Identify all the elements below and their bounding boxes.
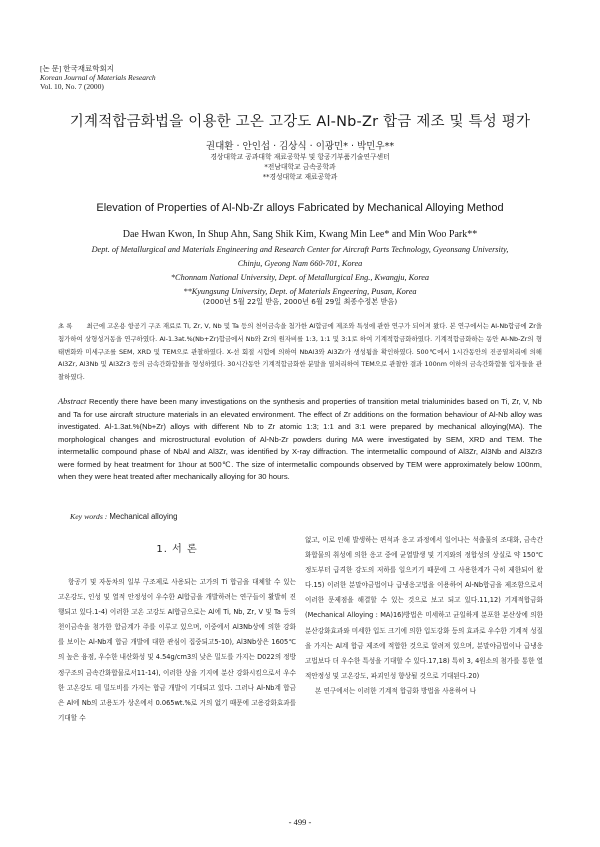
journal-header [40, 64, 340, 91]
korean-abstract [58, 320, 542, 384]
body-column-right [305, 533, 543, 699]
english-affiliation: Dept. of Metallurgical and Materials Engineering and Research Center for Aircraft Parts Technology, Gyeonsang University, [91, 245, 509, 254]
korean-title: 기계적합금화법을 이용한 고온 고강도 Al-Nb-Zr 합금 제조 및 특성 평가 [69, 114, 531, 130]
english-title: Elevation of Properties of Al-Nb-Zr alloys Fabricated by Mechanical Alloying Method [96, 202, 504, 214]
body-paragraph: 항공기 및 자동차의 일부 구조제로 사용되는 고가의 Ti 합금을 대체할 수 있는 고온강도, 인성 및 열적 안정성이 우수한 Al합금을 개발하려는 연구들이 활발히 진행되고 있다.1-4) 이러한 고온 고강도 Al합금으로는 Al에 Ti, Nb, Zr, V 및 Ta 등의 천이금속을 첨가한 합금계가 주를 이루고 있으며, 이중에서 Al3Nb상에 의한 강화를 보이는 Al-Nb계 합금 개발에 대한 관심이 집중되고5-10), Al3Nb상은 1605℃의 높은 융점, 우수한 내산화성 및 4.54g/cm3의 낮은 밀도를 가지는 D022의 정방정구조의 금속간화합물로서11-14), 이러한 상을 기지에 분산 강화시킴으로서 우수한 고온강도 데 밀도비를 가지는 합금 개발이 기대되고 있다. 그러나 Al-Nb계 합금은 Al에 Nb의 고용도가 상온에서 0.065wt.%로 거의 없기 때문에 고용강화효과를 기대할 수 [58, 578, 296, 722]
body-paragraph: 본 연구에서는 이러한 기계적 합금화 방법을 사용하여 나 [315, 686, 477, 695]
keywords [70, 512, 177, 521]
english-affiliation: *Chonnam National University, Dept. of Metallurgical Eng., Kwangju, Korea [170, 273, 430, 282]
english-affiliation: Chinju, Gyeong Nam 660-701, Korea [237, 259, 363, 268]
section-heading: 1. 서 론 [156, 544, 198, 555]
received-dates: (2000년 5월 22일 받음, 2000년 6월 29일 최종수정본 받음) [202, 297, 398, 306]
english-affiliation: **Kyungsung University, Dept. of Materials Engeering, Pusan, Korea [183, 287, 417, 296]
body-column-left [58, 575, 296, 726]
korean-affiliation: *전남대학교 금속공학과 [264, 163, 336, 171]
korean-abstract-text: 최근에 고온용 항공기 구조 재료로 Ti, Zr, V, Nb 및 Ta 등의 천이금속을 첨가한 Al합금에 제조와 특성에 관한 연구가 되어져 왔다. 본 연구에서는 Al-Nb합금에 Zr을 첨가하여 상형성거동을 연구하였다. Al-1.3at.%(Nb+Zr)합금에서 Nb와 Zr의 원자비를 1:3, 1:1 및 3:1로 하여 기계적합금화하였다. 기계적합금화하는 동안 Al-Nb-Zr의 형태변화와 미세구조를 SEM, XRD 및 TEM으로 관찰하였다. X-선 회절 시험에 의하여 NbAl3와 Al3Zr가 생성됨을 확인하였다. 500℃에서 1시간동안의 진공열처리에 의해 Al3Zr, Al3Nb 및 Al3Zr3 등의 금속간화합물을 형성하였다. 30시간동안 기계적합금화한 분말을 열처리하여 TEM으로 관찰한 결과 100nm 이하의 금속간화합물 입자들을 관찰하였다. [58, 322, 542, 382]
english-abstract [58, 396, 542, 484]
journal-category: [논 문] 한국재료학회지 [40, 64, 114, 73]
korean-abstract-label: 초 록 [58, 322, 73, 330]
page-number: - 499 - [288, 817, 312, 827]
english-authors: Dae Hwan Kwon, In Shup Ahn, Sang Shik Kim, Kwang Min Lee* and Min Woo Park** [122, 229, 478, 240]
korean-affiliation: **경성대학교 재료공학과 [262, 173, 338, 181]
english-affiliations [0, 243, 600, 299]
journal-name: Korean Journal of Materials Research [40, 73, 156, 82]
korean-affiliations [0, 152, 600, 182]
keywords-value: Mechanical alloying [109, 512, 178, 521]
keywords-label: Key words : [70, 512, 108, 521]
korean-authors: 권대환 · 안인섭 · 김상식 · 이광민* · 박민우** [205, 141, 395, 152]
english-abstract-label: Abstract [58, 397, 87, 406]
journal-volume: Vol. 10, No. 7 (2000) [40, 82, 104, 91]
english-abstract-text: Recently there have been many investigations on the synthesis and properties of transition metal trialuminides based on Ti, Zr, V, Nb and Ta for use aircraft structure materials in an elevated environment. The effect of Zr additions on the formation behaviour of Al-Nb alloy was investigated. Al-1.3at.%(Nb+Zr) alloys with different Nb to Zr atomic 1:3; 1:1 and 3:1 were prepared by mechanical alloying(MA). The morphological changes and microstructural evolution of Al-Nb-Zr powders during MA were investigated by SEM, XRD and TEM. The intermetallic compound phase of NbAl and Al3Zr, was identified by X-ray diffraction. The intermetallic compound of Al3Zr, Al3Nb and Al3Zr3 were formed by heat treatment for 1hour at 500℃. The size of intermetallic compounds observed by TEM were approximately below 100nm, when they were heat treated after mechanically alloying for 30 hours. [58, 397, 542, 481]
body-paragraph: 없고, 이로 인해 발생하는 편석과 응고 과정에서 일어나는 석출물의 조대화, 금속간 화합물의 취성에 의한 응고 중에 균열발생 및 기지와의 정합성의 상실로 약 150℃정도부터 급격한 강도의 저하를 일으키기 때문에 그 사용한계가 극히 제한되어 왔다.15) 이러한 분말야금법이나 급냉응고법을 이용하여 Al-Nb합금을 제조함으로서 이러한 문제점을 해결할 수 있는 것으로 보고 되고 있다.11,12) 기계적합금화(Mechanical Alloying : MA)16)방법은 미세하고 균일하게 분포한 분산상에 의한 분산강화효과와 미세한 입도 크기에 의한 입도강화 등의 효과로 우수한 기계적 성질을 가지는 Al계 합금 제조에 적합한 것으로 알려져 있으며, 분말야금법이나 급냉응고법보다 더 우수한 특성을 기대할 수 있다.17,18) 특히 3, 4원소의 첨가를 통한 열적안정성 및 고온강도, 파괴인성 향상될 것으로 기대된다.20) [305, 536, 543, 680]
korean-affiliation: 경상대학교 공과대학 재료공학부 및 항공기부품기술연구센터 [210, 153, 390, 161]
